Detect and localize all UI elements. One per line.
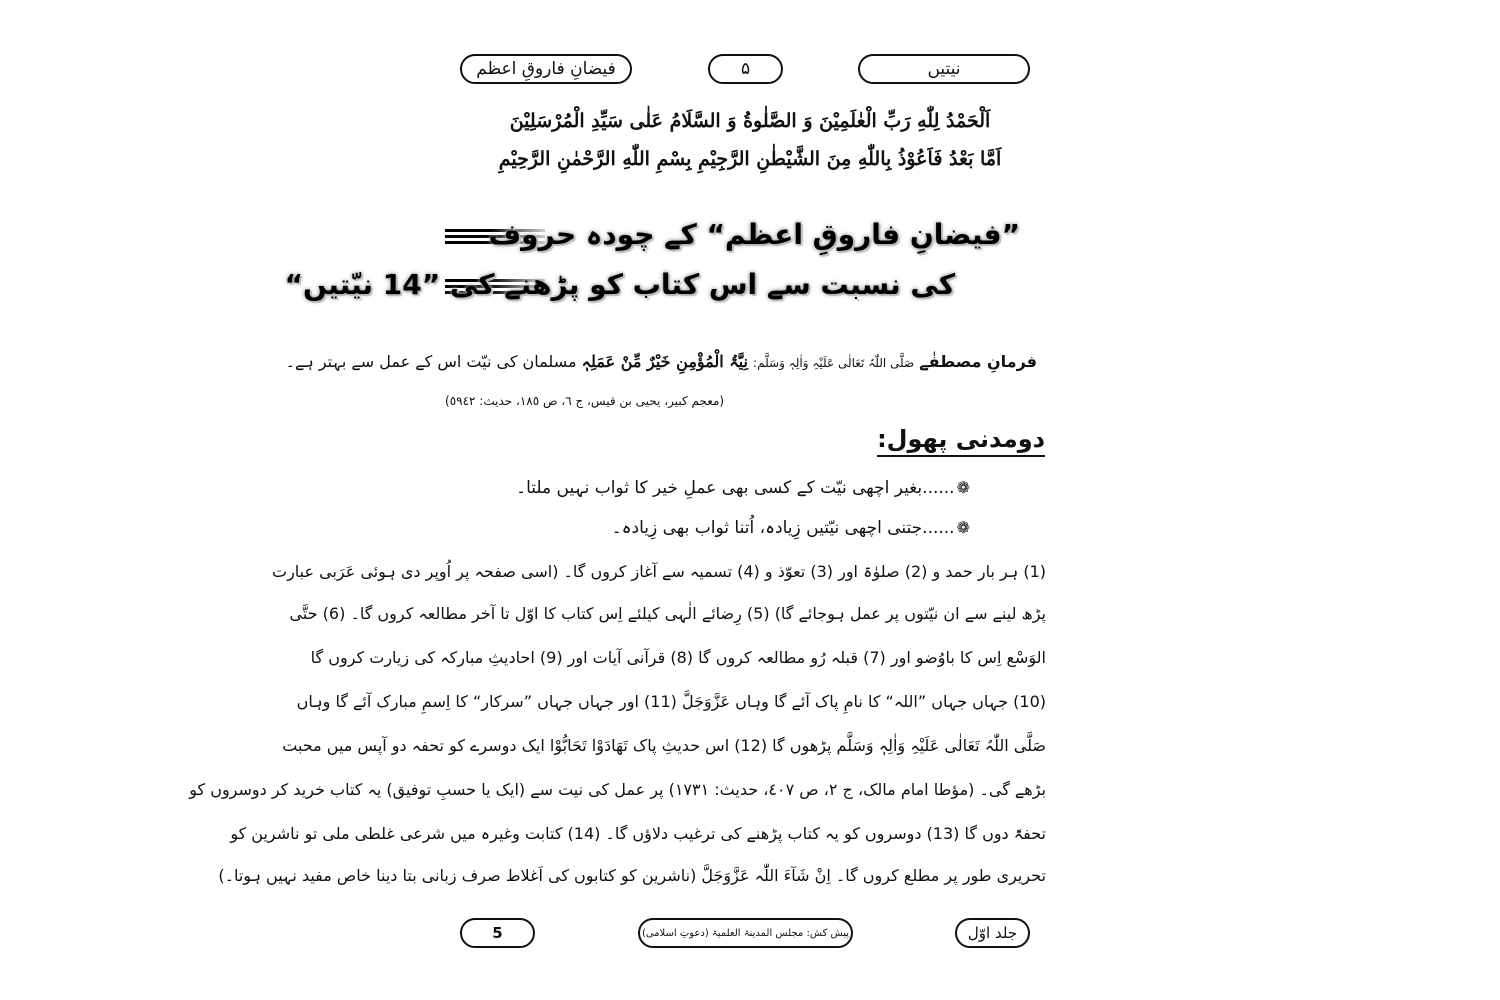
hadith-arabic: نِیَّۃُ الْمُؤْمِنِ خَیْرٌ مِّنْ عَمَلِہٖ (581, 352, 748, 371)
book-title-pill (460, 54, 632, 84)
title-line-1: ”فیضانِ فاروقِ اعظم“ کے چودہ حروف (488, 218, 1020, 251)
paragraph-line: پڑھ لینے سے ان نیّتوں پر عمل ہوجائے گا) (5) رِضائے الٰہی کیلئے اِس کتاب کا اوّل تا آخر مطالعہ کروں گا۔ (6) حتَّی (289, 604, 1046, 623)
book-title: فیضانِ فاروقِ اعظم (476, 59, 616, 79)
hadith-line (286, 352, 1037, 371)
paragraph-line: (10) جہاں جہاں ”اللہ“ کا نامِ پاک آئے گا وہاں عَزَّوَجَلَّ (11) اور جہاں جہاں ”سرکار“ کا اِسمِ مبارک آئے گا وہاں (296, 692, 1046, 711)
page-number-pill (460, 918, 535, 948)
paragraph-line: (1) ہر بار حمد و (2) صلوٰۃ اور (3) تعوّذ و (4) تسمیہ سے آغاز کروں گا۔ (اسی صفحہ پر اُوپر دی ہوئی عَرَبی عبارت (272, 562, 1046, 581)
chapter-title: نیتیں (927, 59, 961, 79)
bullet-text: ......بغیر اچھی نیّت کے کسی بھی عملِ خیر کا ثواب نہیں ملتا۔ (516, 478, 955, 498)
taawwuz-bismillah-line: اَمَّا بَعْدُ فَاَعُوْذُ بِاللّٰهِ مِنَ الشَّیْطٰنِ الرَّجِیْمِ بِسْمِ اللّٰهِ الرَّحْمٰنِ الرَّحِیْمِ (498, 148, 1002, 170)
flower-bullet-icon: ❁ (956, 518, 970, 537)
bullet-item (516, 477, 970, 498)
bullet-text: ......جتنی اچھی نیّتیں زِیادہ، اُتنا ثواب بھی زِیادہ۔ (611, 518, 955, 538)
bullet-item (612, 517, 970, 538)
publisher-credit: پیش کش: مجلس المدینۃ العلمیۃ (دعوتِ اسلامی) (641, 927, 850, 939)
hadith-salutation: صَلَّی اللّٰہُ تَعَالٰی عَلَیْہِ وَاٰلِہٖ وَسَلَّم: (753, 356, 915, 370)
flower-bullet-icon: ❁ (956, 478, 970, 497)
paragraph-line: تحریری طور پر مطلع کروں گا۔ اِنْ شَآءَ اللّٰہ عَزَّوَجَلَّ (ناشرین کو کتابوں کی اَغلاط صرف زبانی بتا دینا خاص مفید نہیں ہوتا۔) (218, 866, 1046, 885)
hamd-line: اَلْحَمْدُ لِلّٰهِ رَبِّ الْعٰلَمِیْنَ وَ الصَّلٰوةُ وَ السَّلَامُ عَلٰی سَیِّدِ الْمُرْسَلِیْنَ (509, 110, 991, 132)
urdu-page-number: ۵ (740, 59, 751, 79)
chapter-title-pill (858, 54, 1030, 84)
hadith-translation: مسلمان کی نیّت اس کے عمل سے بہتر ہے۔ (285, 352, 577, 371)
title-line-2: کی نسبت سے اس کتاب کو پڑھنے کی ”14 نیّتیں“ (284, 268, 955, 301)
publisher-pill (638, 918, 853, 948)
paragraph-line: تحفۃً دوں گا (13) دوسروں کو یہ کتاب پڑھنے کی ترغیب دلاؤں گا۔ (14) کتابت وغیرہ میں شرعی غلطی ملی تو ناشرین کو (230, 824, 1046, 843)
hadith-prefix: فرمانِ مصطفٰے (919, 352, 1037, 371)
volume-label: جلد اوّل (967, 924, 1018, 942)
page-number: 5 (492, 924, 503, 942)
urdu-page-number-pill (708, 54, 783, 84)
paragraph-line: بڑھے گی۔ (مؤطا امام مالک، ج ٢، ص ٤٠٧، حدیث: ١٧٣١) پر عمل کی نیت سے (ایک یا حسبِ توفیق) یہ کتاب خرید کر دوسروں کو (189, 780, 1046, 799)
paragraph-line: الوَسْع اِس کا باوُضو اور (7) قبلہ رُو مطالعہ کروں گا (8) قرآنی آیات اور (9) احادیثِ مبارکہ کی زیارت کروں گا (310, 648, 1046, 667)
paragraph-line: صَلَّی اللّٰہُ تَعَالٰی عَلَیْہِ وَاٰلِہٖ وَسَلَّم پڑھوں گا (12) اس حدیثِ پاک تَهَادَوْا تَحَابُّوْا ایک دوسرے کو تحفہ دو آپس میں محبت (282, 736, 1046, 755)
volume-pill (955, 918, 1030, 948)
section-heading: دومدنی پھول: (877, 425, 1045, 457)
hadith-reference: (معجم کبیر، یحیی بن قیس، ج ٦، ص ١٨٥، حدیث: ٥٩٤٢) (445, 394, 725, 408)
